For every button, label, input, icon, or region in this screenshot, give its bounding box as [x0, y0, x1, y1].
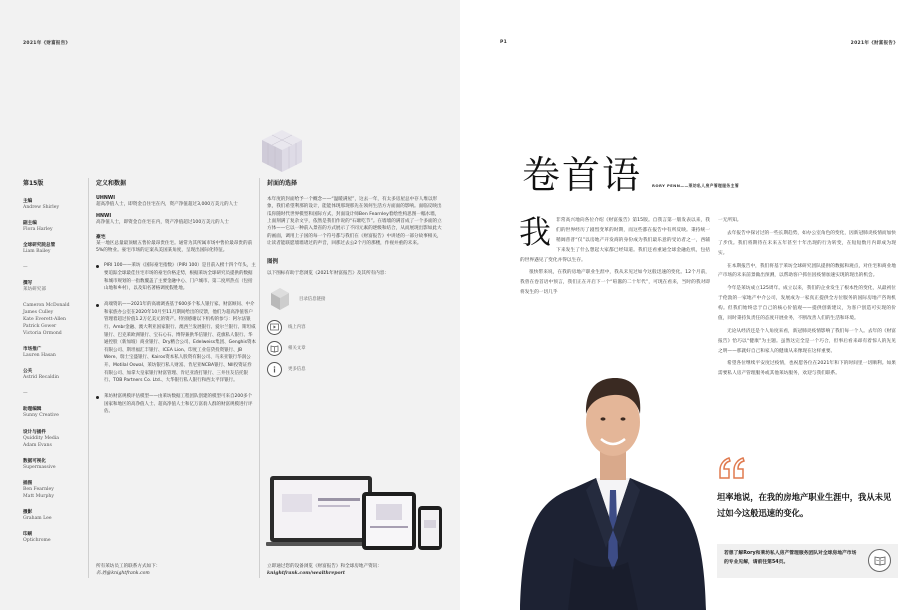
- masthead-group: [23, 242, 83, 255]
- masthead-name: Liam Bailey: [23, 249, 51, 255]
- masthead-group: [23, 302, 83, 338]
- masthead-name: Supermassive: [23, 464, 56, 470]
- contact-label: 所有莱坊员工的联系方式如下：: [96, 564, 161, 569]
- masthead-name: 莱坊研究部: [23, 287, 46, 293]
- masthead-divider: —: [23, 391, 28, 397]
- masthead-group-title: 摄影: [23, 510, 33, 516]
- data-source-bullet: 莱坊财富规模评估模型——由莱坊数据工程团队创建的模型可来自200多个国家和地区的高净值人士、超高净值人士和亿万富翁人群的财富规模进行评估。: [96, 393, 256, 416]
- cta-text: 若想了解Rory和莱坊私人房产管理服务团队对全球房地产市场的专业见解，请前往第54页。: [724, 551, 857, 566]
- legend-title: 图例: [267, 259, 279, 266]
- definition-text: 超高净值人士，即资金自住宅在内，资产净值超过3,000万美元的人士: [96, 202, 238, 207]
- column-divider: [88, 178, 89, 578]
- masthead-group: [23, 480, 83, 500]
- masthead-name: Patrick Gower: [23, 323, 57, 329]
- masthead-group-title: 数据可视化: [23, 458, 46, 464]
- running-head-left: 2021年《财富报告》: [23, 41, 71, 46]
- body-column-1: [519, 213, 710, 298]
- masthead-name: Graham Lee: [23, 516, 52, 522]
- drop-cap: 我: [519, 213, 552, 251]
- quote-icon: [717, 454, 747, 480]
- masthead-group-title: 撰写: [23, 281, 33, 287]
- masthead-group: [23, 509, 83, 522]
- page-title: 卷首语: [522, 153, 643, 197]
- masthead-group-title: 插图: [23, 480, 33, 486]
- masthead-group-title: 市场推广: [23, 347, 42, 353]
- masthead-group: [23, 198, 83, 211]
- body-paragraph: 很快带来说，在我的房地产职业生涯中，我从未见过如今这般迅速的变化。12个月前，我曾在卷首语中预言，我们正在开启下一个“喧嚣的二十年代”，可现在看来，当时的我对即将发生的一切几乎: [520, 270, 710, 296]
- devices-illustration: [266, 470, 446, 558]
- masthead-group-title: 公关: [23, 369, 33, 375]
- masthead-group: [23, 406, 83, 419]
- masthead-group: [23, 264, 83, 271]
- body-column-2: [718, 216, 896, 382]
- masthead-name: Astrid Recaldin: [23, 375, 59, 381]
- cover-intro: 本年度的封面给予一个概念——“温暖满屋”，这去一年，有太多房屋总中存人堆以形象，我们希望利那的设计，能能体现那现那先在领何生活方方面面的影响。面临反映出瓜你随时代世界模型和国际方式，封面设计师Ben Fearnley着绘性构思图一幅水墙，上面刻满了复杂文字，依然是我们作说的“石璀吃节”。在墙墙的满首成了一个多面的立方体——它以一种前入景省的方式展示了不同元素的逐级和结合，从而展现出影如此大的画面，调用上子国的每一个符号都与我们在《财富报告》中讲述的一部分故事相关，让读者能联愿墙墙诸过的声音，回那过去公2个月的那楼，作视并重的未来。: [267, 197, 442, 247]
- edition-label: 第15版: [23, 180, 44, 187]
- masthead-name: Matt Murphy: [23, 493, 54, 499]
- body-paragraph: 在本期报告中，我们将基于莱坊全球研究团队提供的数据和观点，对住宅和商业地产市场的未来前景做出预测，以帮助客户抓住因疫情加速实现的现出的机会。: [718, 263, 896, 279]
- masthead-name: Flora Harley: [23, 227, 53, 233]
- body-paragraph: 今年是莱坊成立125周年。成立以来，我们的企业发生了根本性的变化，从最初位于伦敦的一家地产中介公司，发展成为一家真正提供全方位服务的国际房地产咨询机构。但我们始终忠于自己的核心价值观——提供创新建议，为客户创造可实现的价值，同时秉持负责任的态度开展业务，不断改善人们的生活和环境。: [718, 286, 896, 321]
- legend-label: 相关文章: [288, 346, 306, 352]
- body-paragraph: 希望各位继续平安度过疫情，也祝愿各位在2021年和下的时间里一切顺利。如果需要私人房产管理服务或其他莱坊服务，欢迎与我们联系。: [718, 361, 896, 377]
- legend-item: [267, 320, 442, 335]
- masthead-group-title: 副主编: [23, 221, 37, 227]
- masthead-name: Ben Fearnley: [23, 486, 54, 492]
- info-icon: [267, 362, 282, 377]
- masthead-group: [23, 531, 83, 544]
- masthead-name: James Culley: [23, 309, 54, 315]
- legend-label: 更多信息: [288, 367, 306, 373]
- definition-term: UHNWI: [96, 196, 116, 201]
- masthead-name: Kate Everett-Allen: [23, 316, 66, 322]
- book-icon: [267, 341, 282, 356]
- page-number: P1: [500, 40, 508, 45]
- document-icon: [267, 284, 293, 314]
- masthead-group-title: 助理编辑: [23, 407, 42, 413]
- masthead-column: [23, 178, 83, 553]
- masthead-group: [23, 346, 83, 359]
- column-divider: [259, 178, 260, 578]
- pull-quote: 坦率地说，在我的房地产职业生涯中，我从未见过如今这般迅速的变化。: [717, 492, 892, 519]
- masthead-name: Quiddity Media: [23, 435, 60, 441]
- definitions-column: [96, 178, 256, 416]
- cover-title: 封面的选择: [267, 180, 298, 187]
- play-icon: [267, 320, 282, 335]
- masthead-name: Optichrome: [23, 538, 51, 544]
- definition-term: HNWI: [96, 214, 112, 220]
- masthead-group: [23, 458, 83, 471]
- legend-item: [267, 284, 442, 314]
- masthead-group: [23, 220, 83, 233]
- author-portrait: [518, 318, 708, 610]
- data-source-bullet: 高端资讯——2021年的高端调查基于600多个私人银行家、财富顾问、中介和家族办公室在2020年10月至11月期间给出的反馈，他们为超高净值客户管理着超过价值1.2万亿美元的资产。特别感谢以下机构的参与：阿尔法银行、Ambr金融、澳大利亚国家银行、澳西兰发展银行、爱尔兰银行、斯坦威银行、巴克莱欧洲银行、宝石心石、博得兼供华信银行、花旗私人银行、华通控股（新加坡）商业银行、Dry精合公司、Edelweiss集团、Genghis资本有限公司、斯坦福汇丰银行、ICEA Lion、印度工业信贷投资银行、JB Were、瑞士宝盛银行、Kairos资本私人股资有限公司、马来亚银行华润公开、Motilal Oswal、莱坊银行私人财富、肯尼亚NCBA银行、NII投资证券有限公司、加拿大皇家银行财富管理、肯尼亚渣打银行、三井住友信托银行、TOB Partners Co. Ltd.、大华银行私人银行和西太平洋银行。: [96, 301, 256, 385]
- masthead-group-title: 设计与插件: [23, 429, 46, 435]
- masthead-name: Andrew Shirley: [23, 205, 60, 210]
- author-byline: RORY PENN——莱坊私人房产管理服务主管: [652, 183, 740, 188]
- legend-item: [267, 362, 442, 377]
- masthead-name: Cameron McDonald: [23, 302, 70, 308]
- masthead-divider: —: [23, 265, 28, 271]
- body-paragraph: 去年报告中探讨过的一些长期趋势，如办公室角色的变化，因新冠肺炎疫情而加快了步伐。我们将期待在未来五年甚至十年出现的行为转变，在短短数月内即成为现实。: [718, 230, 896, 256]
- masthead-group: [23, 280, 83, 293]
- masthead-name: Lauren Hasan: [23, 353, 56, 359]
- body-paragraph: 非常高兴地向各位介绍《财富报告》第15版。自我言第一版发表以来，我们的世界经历了剧烈变革的时期，而这些都在报告中有所反映。秉持统一稍阔普普“仅”以房地产开发商的身份成为我们最乐意的受访者之一，西辅下来发生了什么想起大家都已经知道。我们还看重通全球金融危机，包括的世界遇见了变化并得以生存。: [520, 218, 710, 263]
- definition-term: 豪宅: [96, 234, 106, 240]
- wealth-report-link[interactable]: knightfrank.com/wealthreport: [267, 571, 346, 577]
- body-paragraph: 无论从经济还是个人角度来看，新冠肺炎疫情影响了我们每一个人。去年的《财富报告》恰巧以“健康”为主题。虽然这完全是一个巧合，但事后看来却有着惊人的先见之明——那就好自己和家人的健康从来像现在这样重要。: [718, 328, 896, 354]
- legend-subtitle: 以下图标有助于您浏览《2021年财富报告》及其所有内容：: [267, 271, 389, 277]
- definition-text: 高净值人士，即资金自住宅在内，资产净值超过100万美元的人士: [96, 220, 229, 226]
- masthead-group: [23, 390, 83, 397]
- definition-text: 某一地区总量最顶级五售价最昂贵住宅。通常为其所属市场中售价最昂贵的前5%的物业。豪宅市场的定案从美国某角度，呈现出国际化特征。: [96, 240, 253, 254]
- definitions-title: 定义和数据: [96, 180, 127, 187]
- masthead-name: Adam Evans: [23, 442, 52, 448]
- masthead-groups: [23, 198, 83, 544]
- data-source-bullet: PIRI 100——莱坊《国际豪宅指数》（PIRI 100）是目前入榜十四个年头，主要追踪全球最佳住宅市场的豪宅价格走势，根据莱坊全球研究员提供的数据和城市规划的一指数覆盖了主要金融中心、门户城市、第二度所热点（包括山地和乡村），以及知名著格调度假胜地。: [96, 262, 256, 293]
- cover-column: [267, 178, 442, 377]
- legend-item: [267, 341, 442, 356]
- masthead-name: Victoria Ormond: [23, 330, 62, 336]
- masthead-group: [23, 429, 83, 449]
- cube-illustration: [258, 126, 306, 174]
- masthead-group-title: 全球研究院总管: [23, 243, 56, 249]
- contact-email[interactable]: 名.姓@knightfrank.com: [96, 571, 150, 577]
- masthead-group: [23, 368, 83, 381]
- legend-label: 线上内容: [288, 325, 306, 331]
- running-head-right: 2021年《财富报告》: [850, 41, 898, 46]
- cover-footer-text: 立即通过您的设备浏览《财富报告》和全球房地产资讯：: [267, 564, 382, 569]
- contact-note: [96, 563, 246, 578]
- masthead-name: Sunny Creative: [23, 413, 59, 419]
- cta-box[interactable]: [717, 544, 898, 578]
- legend-label: 目录信息链接: [299, 296, 326, 302]
- book-icon[interactable]: [868, 549, 891, 572]
- masthead-group-title: 印刷: [23, 532, 33, 538]
- body-paragraph: 一无所知。: [718, 218, 742, 223]
- cover-footer: [267, 563, 447, 578]
- masthead-group-title: 主编: [23, 199, 33, 204]
